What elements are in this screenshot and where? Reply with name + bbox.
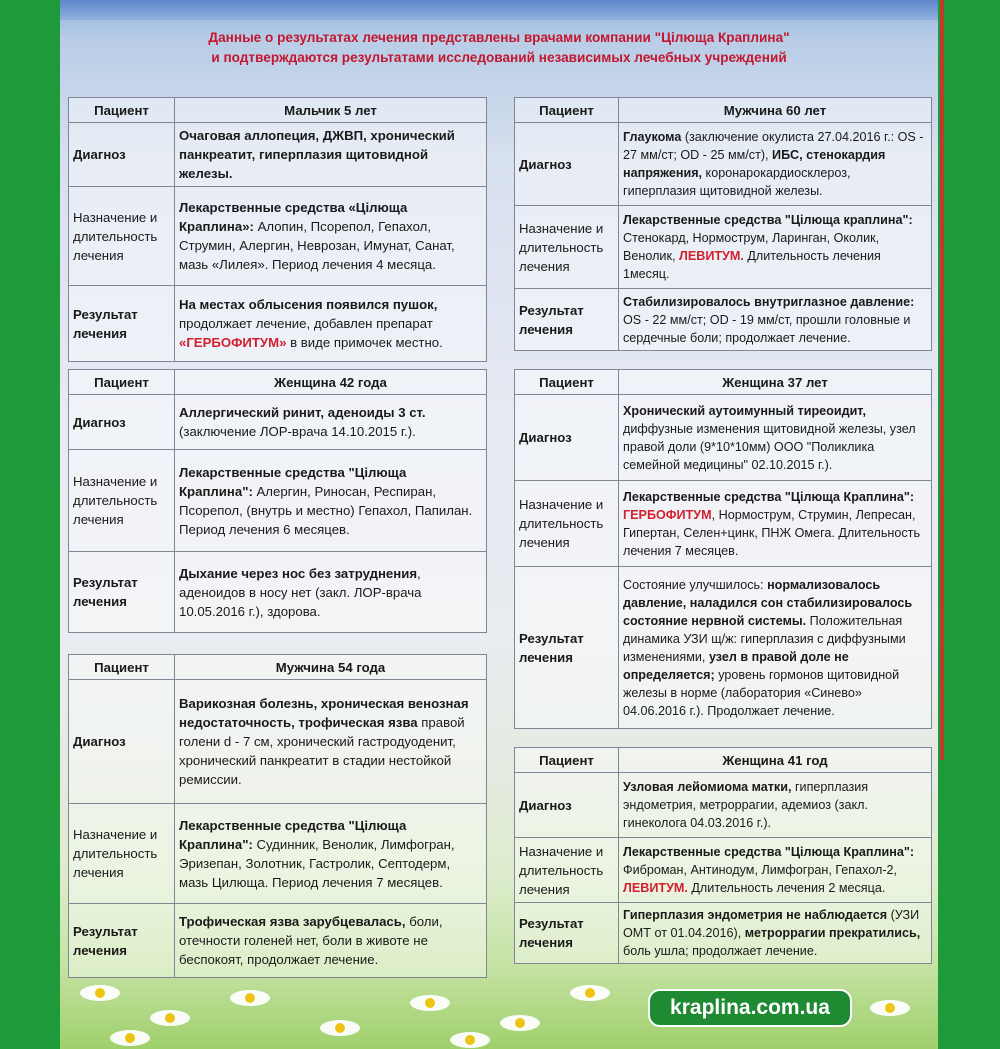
text-segment: «ГЕРБОФИТУМ» bbox=[179, 335, 287, 350]
result-text bbox=[175, 904, 487, 978]
treatment-text bbox=[619, 481, 932, 567]
case-card-1 bbox=[68, 97, 487, 362]
daisy-decoration bbox=[500, 1015, 540, 1031]
treatment-label: Назначение и длительность лечения bbox=[69, 804, 175, 904]
text-segment: гиперплазия эндометрия, метроррагии, адемиоз (закл. гинеколога 04.03.2016 г.). bbox=[623, 780, 869, 830]
text-segment: , аденоидов в носу нет (закл. ЛОР-врача 10.05.2016 г.), здорова. bbox=[179, 565, 422, 619]
daisy-decoration bbox=[410, 995, 450, 1011]
text-segment: Лекарственные средства "Цілюща Краплина": bbox=[179, 817, 407, 852]
treatment-text bbox=[619, 838, 932, 903]
header-line-2: и подтверждаются результатами исследований независимых лечебных учреждений bbox=[211, 50, 787, 65]
result-label: Результат лечения bbox=[515, 567, 619, 729]
top-band bbox=[60, 0, 938, 20]
treatment-text bbox=[619, 206, 932, 289]
text-segment: в виде примочек местно. bbox=[286, 335, 443, 350]
text-segment: коронарокардиосклероз, гиперплазия щитовидной железы. bbox=[623, 166, 851, 198]
result-label: Результат лечения bbox=[515, 903, 619, 964]
result-label: Результат лечения bbox=[69, 286, 175, 362]
text-segment: ИБС, стенокардия напряжения, bbox=[623, 148, 886, 180]
daisy-decoration bbox=[870, 1000, 910, 1016]
daisy-decoration bbox=[80, 985, 120, 1001]
diagnosis-label: Диагноз bbox=[69, 123, 175, 187]
result-text bbox=[619, 567, 932, 729]
text-segment: ГЕРБОФИТУМ bbox=[623, 507, 712, 522]
text-segment: Варикозная болезнь, хроническая венозная недостаточность, трофическая язва bbox=[179, 696, 469, 730]
treatment-text bbox=[175, 450, 487, 552]
result-text bbox=[175, 286, 487, 362]
patient-label: Пациент bbox=[515, 370, 619, 395]
right-red-line bbox=[940, 0, 944, 760]
text-segment: узел в правой доле не определяется; bbox=[623, 649, 849, 682]
patient-label: Пациент bbox=[69, 370, 175, 395]
diagnosis-label: Диагноз bbox=[515, 773, 619, 838]
diagnosis-text bbox=[175, 680, 487, 804]
patient-value: Мужчина 54 года bbox=[175, 655, 487, 680]
result-label: Результат лечения bbox=[515, 289, 619, 351]
result-label: Результат лечения bbox=[69, 552, 175, 633]
website-badge[interactable]: kraplina.com.ua bbox=[648, 989, 852, 1027]
text-segment: нормализовалось давление, наладился сон стабилизировалось состояние нервной системы. bbox=[623, 577, 913, 628]
text-segment: Фиброман, Антинодум, Лимфогран, Гепахол-2, bbox=[623, 863, 898, 877]
daisy-decoration bbox=[110, 1030, 150, 1046]
daisy-decoration bbox=[450, 1032, 490, 1048]
text-segment: Узловая лейомиома матки, bbox=[623, 780, 792, 794]
treatment-text bbox=[175, 804, 487, 904]
patient-label: Пациент bbox=[515, 98, 619, 123]
treatment-text bbox=[175, 187, 487, 286]
treatment-label: Назначение и длительность лечения bbox=[69, 450, 175, 552]
text-segment: Гиперплазия эндометрия не наблюдается bbox=[623, 908, 888, 922]
text-segment: Стабилизировалось внутриглазное давление: bbox=[623, 294, 915, 309]
treatment-label: Назначение и длительность лечения bbox=[515, 206, 619, 289]
result-text bbox=[175, 552, 487, 633]
treatment-label: Назначение и длительность лечения bbox=[69, 187, 175, 286]
patient-value: Мальчик 5 лет bbox=[175, 98, 487, 123]
daisy-decoration bbox=[230, 990, 270, 1006]
case-card-6 bbox=[514, 747, 932, 964]
diagnosis-text bbox=[175, 123, 487, 187]
text-segment: Лекарственные средства "Цілюща Краплина": bbox=[179, 464, 407, 499]
text-segment: метроррагии прекратились, bbox=[744, 926, 921, 940]
patient-label: Пациент bbox=[515, 748, 619, 773]
text-segment: Судинник, Венолик, Лимфогран, Эризепан, Золотник, Гастролик, Септодерм, мазь Цилюща. Период лечения 7 месяцев. bbox=[179, 836, 455, 890]
text-segment: боли, отечности голеней нет, боли в животе не беспокоят, продолжает лечение. bbox=[179, 914, 443, 967]
text-segment: диффузные изменения щитовидной железы, узел правой доли (9*10*10мм) ООО "Поликлика семейной медицины" 02.10.2015 г.). bbox=[623, 421, 916, 472]
text-segment: Стенокард, Нормострум, Ларинган, Околик, Венолик, bbox=[623, 231, 880, 263]
daisy-decoration bbox=[320, 1020, 360, 1036]
result-text bbox=[619, 289, 932, 351]
diagnosis-text bbox=[175, 395, 487, 450]
text-segment: Дыхание через нос без затруднения bbox=[179, 565, 418, 581]
text-segment: продолжает лечение, добавлен препарат bbox=[179, 316, 433, 331]
text-segment: Аллергический ринит, аденоиды 3 ст. bbox=[179, 405, 426, 420]
patient-label: Пациент bbox=[69, 655, 175, 680]
diagnosis-label: Диагноз bbox=[515, 123, 619, 206]
diagnosis-label: Диагноз bbox=[515, 395, 619, 481]
text-segment: (заключение окулиста 27.04.2016 г.: OS - 27 мм/ст; OD - 25 мм/ст), bbox=[623, 130, 924, 162]
text-segment: Очаговая аллопеция, ДЖВП, хронический панкреатит, гиперплазия щитовидной железы. bbox=[179, 128, 455, 181]
patient-value: Женщина 42 года bbox=[175, 370, 487, 395]
case-card-5 bbox=[514, 369, 932, 729]
header-line-1: Данные о результатах лечения представлены врачами компании "Цілюща Краплина" bbox=[208, 30, 790, 45]
text-segment: Положительная динамика УЗИ щ/ж: гиперплазия с диффузными изменениями, bbox=[623, 613, 906, 664]
text-segment: боль ушла; продолжает лечение. bbox=[623, 944, 818, 958]
text-segment: (заключение ЛОР-врача 14.10.2015 г.). bbox=[179, 424, 416, 439]
patient-value: Женщина 37 лет bbox=[619, 370, 932, 395]
text-segment: На местах облысения появился пушок, bbox=[179, 297, 438, 312]
case-card-2 bbox=[68, 369, 487, 633]
case-card-4 bbox=[514, 97, 932, 351]
result-label: Результат лечения bbox=[69, 904, 175, 978]
text-segment: Длительность лечения 1месяц. bbox=[623, 249, 881, 281]
patient-label: Пациент bbox=[69, 98, 175, 123]
diagnosis-text bbox=[619, 123, 932, 206]
case-card-3 bbox=[68, 654, 487, 978]
text-segment: ЛЕВИТУМ. bbox=[623, 881, 688, 895]
text-segment: Лекарственные средства "Цілюща краплина": bbox=[623, 213, 913, 227]
text-segment: , Нормострум, Струмин, Лепресан, Гипертан, Селен+цинк, ПНЖ Омега. Длительность лечения 7 месяцев. bbox=[623, 507, 921, 558]
daisy-decoration bbox=[150, 1010, 190, 1026]
text-segment: OS - 22 мм/ст; OD - 19 мм/ст, прошли головные и сердечные боли; продолжает лечение. bbox=[623, 312, 911, 345]
text-segment: Лекарственные средства "Цілюща Краплина": bbox=[623, 845, 915, 859]
result-text bbox=[619, 903, 932, 964]
text-segment: Состояние улучшилось: bbox=[623, 577, 768, 592]
text-segment: Хронический аутоимунный тиреоидит, bbox=[623, 403, 867, 418]
text-segment: Длительность лечения 2 месяца. bbox=[687, 881, 886, 895]
diagnosis-text bbox=[619, 773, 932, 838]
treatment-label: Назначение и длительность лечения bbox=[515, 481, 619, 567]
text-segment: Алергин, Риносан, Респиран, Псорепол, (внутрь и местно) Гепахол, Папилан. Период лечения 6 месяцев. bbox=[179, 483, 473, 537]
text-segment: Глаукома bbox=[623, 130, 682, 144]
daisy-decoration bbox=[570, 985, 610, 1001]
text-segment: правой голени d - 7 см, хронический гастродуоденит, хронический панкреатит в стадии нестойкой ремиссии. bbox=[179, 715, 465, 787]
patient-value: Женщина 41 год bbox=[619, 748, 932, 773]
text-segment: ЛЕВИТУМ. bbox=[678, 249, 744, 263]
text-segment: Лекарственные средства "Цілюща Краплина": bbox=[623, 489, 915, 504]
diagnosis-text bbox=[619, 395, 932, 481]
text-segment: Алопин, Псорепол, Гепахол, Струмин, Алергин, Неврозан, Имунат, Санат, мазь «Лилея». Период лечения 4 месяца. bbox=[179, 219, 455, 272]
right-green-strip bbox=[938, 0, 1000, 1049]
text-segment: Лекарственные средства «Цілюща Краплина»: bbox=[179, 200, 408, 234]
text-segment: (УЗИ ОМТ от 01.04.2016), bbox=[623, 908, 920, 940]
patient-value: Мужчина 60 лет bbox=[619, 98, 932, 123]
diagnosis-label: Диагноз bbox=[69, 680, 175, 804]
diagnosis-label: Диагноз bbox=[69, 395, 175, 450]
text-segment: Трофическая язва зарубцевалась, bbox=[179, 914, 406, 929]
treatment-label: Назначение и длительность лечения bbox=[515, 838, 619, 903]
text-segment: уровень гормонов щитовидной железы в норме (лаборатория «Синево» 04.06.2016 г.). Продолжает лечение. bbox=[623, 667, 900, 718]
